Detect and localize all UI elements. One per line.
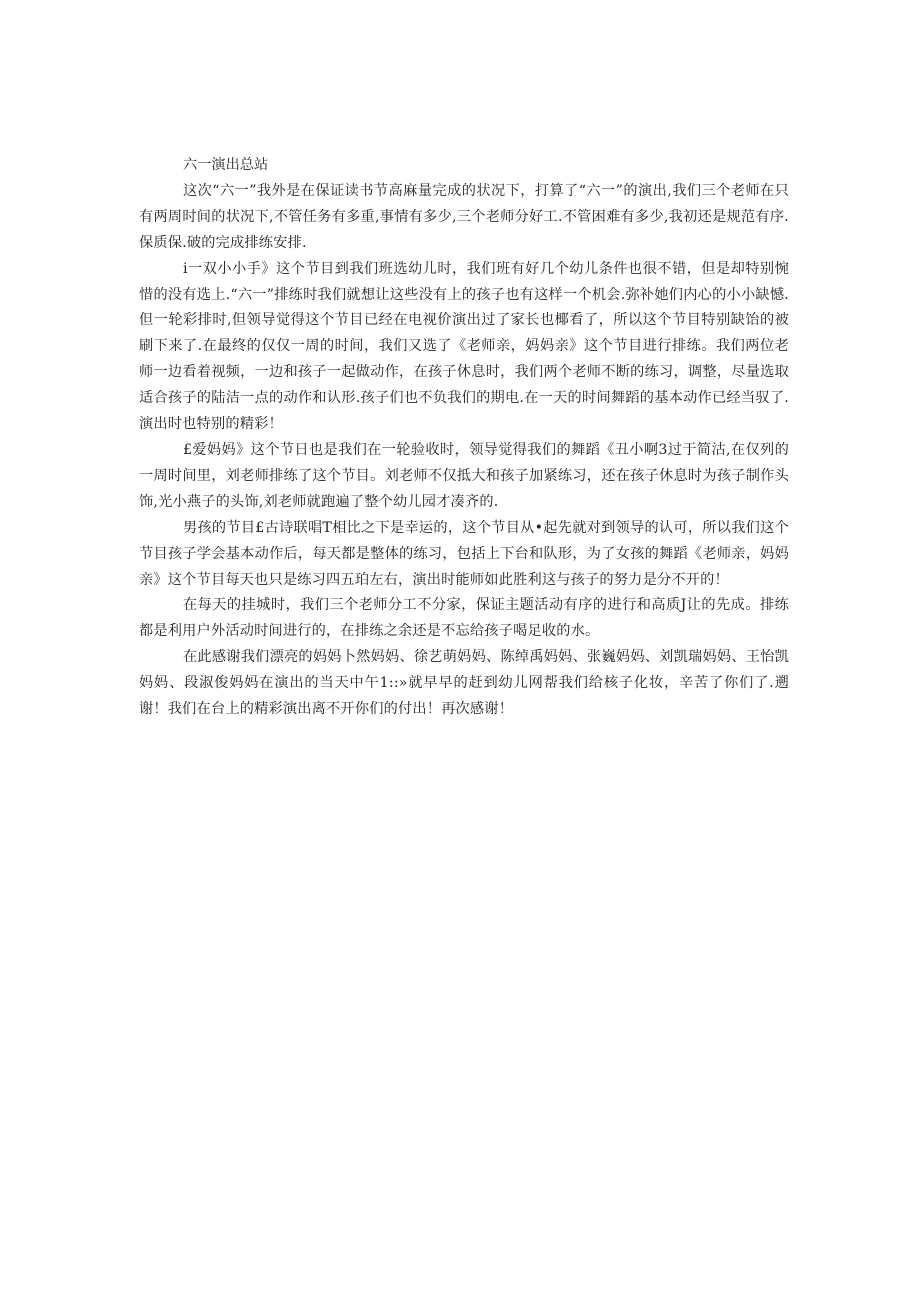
paragraph-boys-program: 男孩的节目£古诗联唱T相比之下是幸运的，这个节目从•起先就对到领导的认可，所以我们这个节目孩子学会基本动作后，每天都是整体的练习，包括上下台和队形，为了女孩的舞蹈《老师亲，妈妈亲》这个节目每天也只是练习四五珀左右，演出时能师如此胜利这与孩子的努力是分不开的！ xyxy=(139,519,789,588)
paragraph-daily-work: 在每天的挂城时，我们三个老师分工不分家，保证主题活动有序的进行和高质J让的先成。排练都是利用户外活动时间进行的，在排练之余还是不忘给孩子喝足收的水。 xyxy=(139,597,789,640)
paragraph-intro: 这次“六一”我外是在保证读书节高麻量完成的状况下，打算了“六一”的演出,我们三个老师在只有两周时间的状况下,不管任务有多重,事情有多少,三个老师分好工.不管困难有多少,我初还是规范有序.保质保.破的完成排练安排. xyxy=(139,182,789,251)
document-title: 六一演出总站 xyxy=(183,157,269,173)
paragraph-thanks: 在此感谢我们漂亮的妈妈卜然妈妈、徐艺萌妈妈、陈绰禹妈妈、张巍妈妈、刘凯瑞妈妈、王怡凯妈妈、段淑俊妈妈在演出的当天中午1::»就早早的赶到幼儿网帮我们给核子化妆，辛苦了你们了.遡谢！我们在台上的精彩演出离不开你们的付出！再次感谢！ xyxy=(139,649,789,718)
paragraph-love-mom: £爱妈妈》这个节日也是我们在一轮验收时，领导觉得我们的舞蹈《丑小啊3过于简沽,在仅列的一周时间里，刘老师排练了这个节目。刘老师不仅抵大和孩子加紧练习，还在孩子休息时为孩子制作头饰,光小燕子的头饰,刘老师就跑遍了整个幼儿园才凑齐的. xyxy=(139,441,789,510)
paragraph-little-hands: i一双小小手》这个节目到我们班选幼儿时，我们班有好几个幼儿条件也很不错，但是却特别惋惜的没有选上.“六一”排练时我们就想让这些没有上的孩子也有这样一个机会.弥补她们内心的小小缺憾.但一轮彩排时,但领导觉得这个节目已经在电视价演出过了家长也椰看了，所以这个节目特别缺饴的被刷下来了.在最终的仅仅一周的时间，我们又选了《老师亲，妈妈亲》这个节目进行排练。我们两位老师一边看着视频，一边和孩子一起做动作，在孩子休息时，我们两个老师不断的练习，调整，尽量选取适合孩子的陆洁一点的动作和认形.孩子们也不负我们的期电.在一天的时间舞蹈的基本动作已经当驭了.演出时也特别的精彩！ xyxy=(139,260,789,433)
document-body xyxy=(139,153,789,723)
